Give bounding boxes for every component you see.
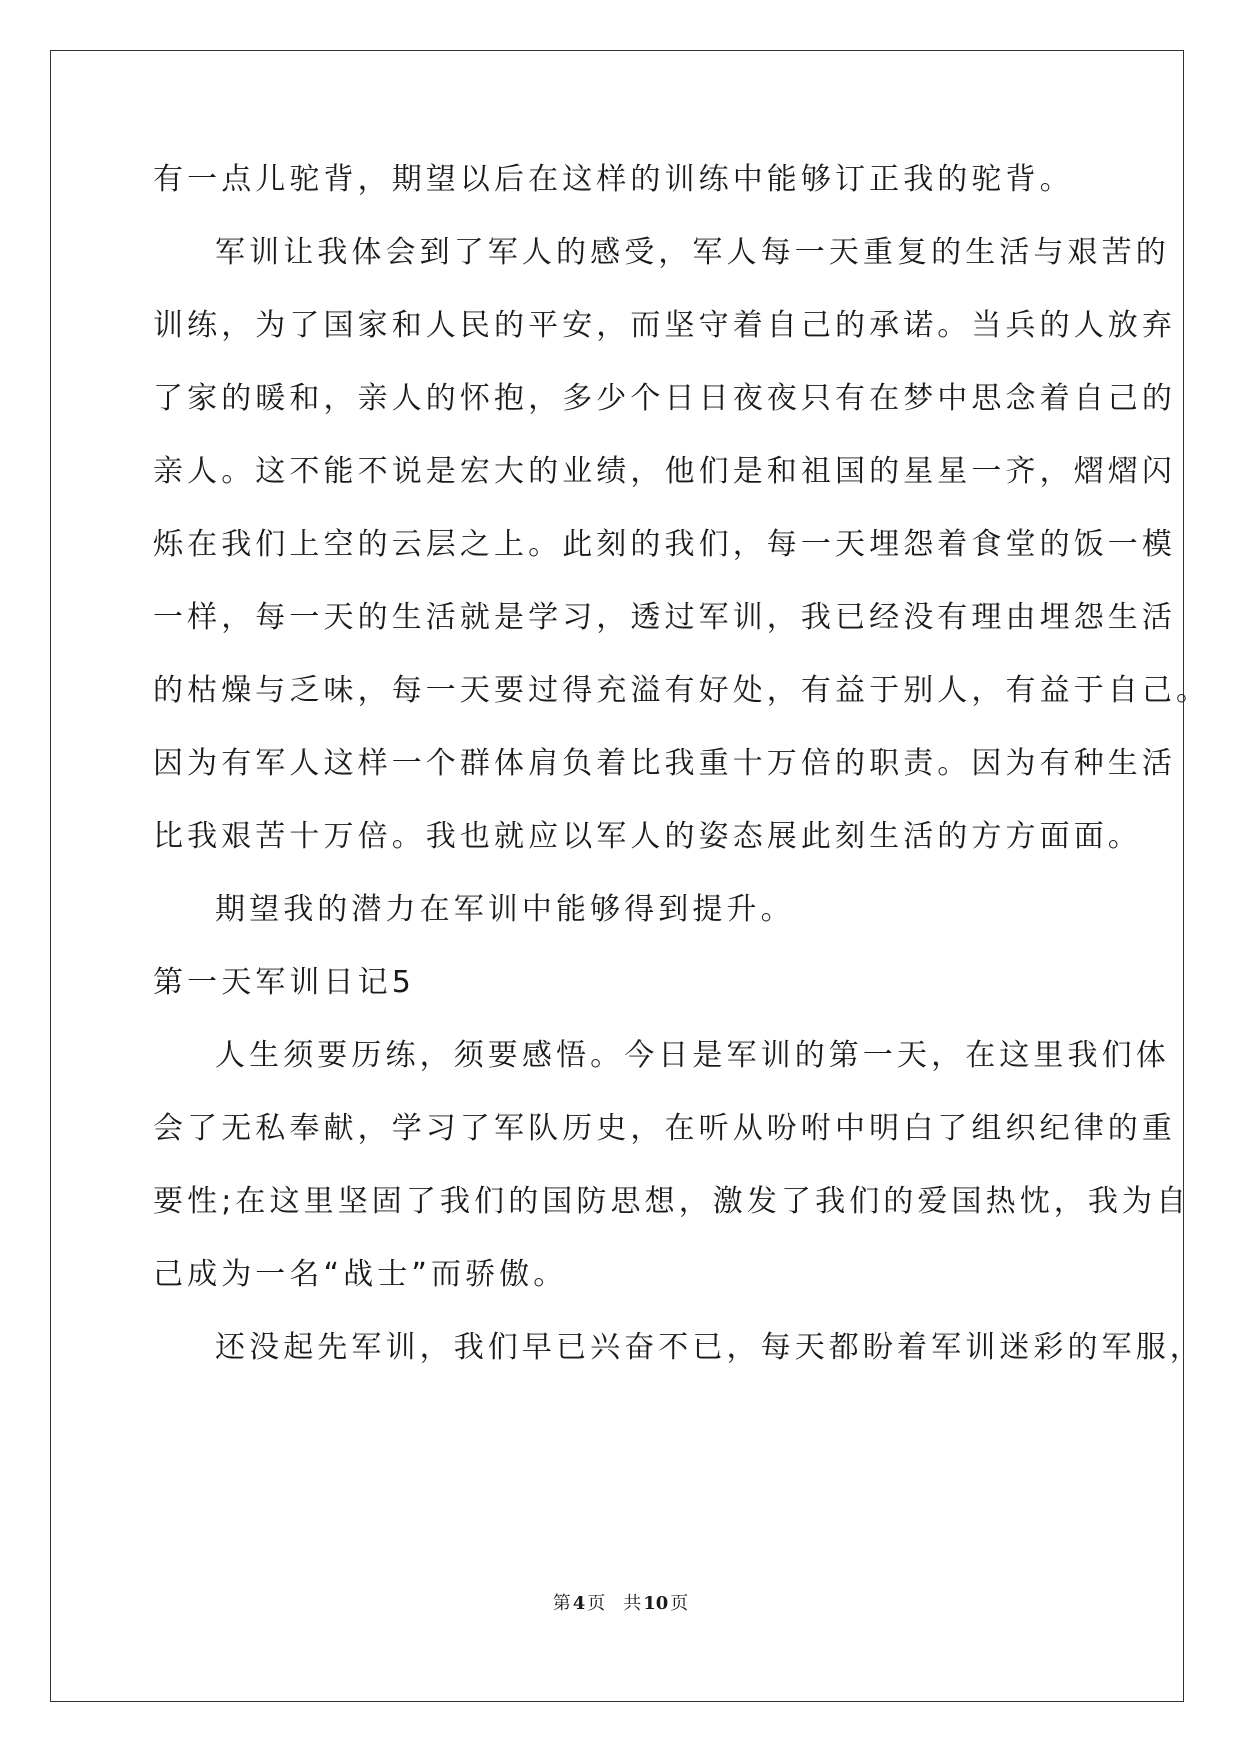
page-footer [0, 1592, 1241, 1616]
text-line: 训练，为了国家和人民的平安，而坚守着自己的承诺。当兵的人放弃 [153, 308, 1176, 343]
page-number: 4 [572, 1593, 586, 1614]
page-suffix: 页 [587, 1593, 606, 1614]
text-line: 有一点儿驼背，期望以后在这样的训练中能够订正我的驼背。 [153, 162, 1074, 197]
text-line: 会了无私奉献，学习了军队历史，在听从吩咐中明白了组织纪律的重 [153, 1111, 1176, 1146]
paragraph-first-line: 期望我的潜力在军训中能够得到提升。 [215, 892, 795, 927]
total-pages: 10 [643, 1593, 669, 1614]
text-line: 烁在我们上空的云层之上。此刻的我们，每一天埋怨着食堂的饭一模 [153, 527, 1176, 562]
text-line: 己成为一名“战士”而骄傲。 [153, 1257, 568, 1292]
text-line: 比我艰苦十万倍。我也就应以军人的姿态展此刻生活的方方面面。 [153, 819, 1142, 854]
page-border [50, 50, 1184, 1702]
text-line: 的枯燥与乏味，每一天要过得充溢有好处，有益于别人，有益于自己。 [153, 673, 1211, 708]
page-prefix: 第 [552, 1593, 571, 1614]
section-heading: 第一天军训日记5 [153, 965, 415, 1000]
total-suffix: 页 [670, 1593, 689, 1614]
text-line: 因为有军人这样一个群体肩负着比我重十万倍的职责。因为有种生活 [153, 746, 1176, 781]
paragraph-first-line: 军训让我体会到了军人的感受，军人每一天重复的生活与艰苦的 [215, 235, 1170, 270]
paragraph-first-line: 人生须要历练，须要感悟。今日是军训的第一天，在这里我们体 [215, 1038, 1170, 1073]
text-line: 亲人。这不能不说是宏大的业绩，他们是和祖国的星星一齐，熠熠闪 [153, 454, 1176, 489]
text-line: 一样，每一天的生活就是学习，透过军训，我已经没有理由埋怨生活 [153, 600, 1176, 635]
paragraph-first-line: 还没起先军训，我们早已兴奋不已，每天都盼着军训迷彩的军服， [215, 1330, 1204, 1365]
total-prefix: 共 [623, 1593, 642, 1614]
text-line: 要性;在这里坚固了我们的国防思想，激发了我们的爱国热忱，我为自 [153, 1184, 1191, 1219]
text-line: 了家的暖和，亲人的怀抱，多少个日日夜夜只有在梦中思念着自己的 [153, 381, 1176, 416]
